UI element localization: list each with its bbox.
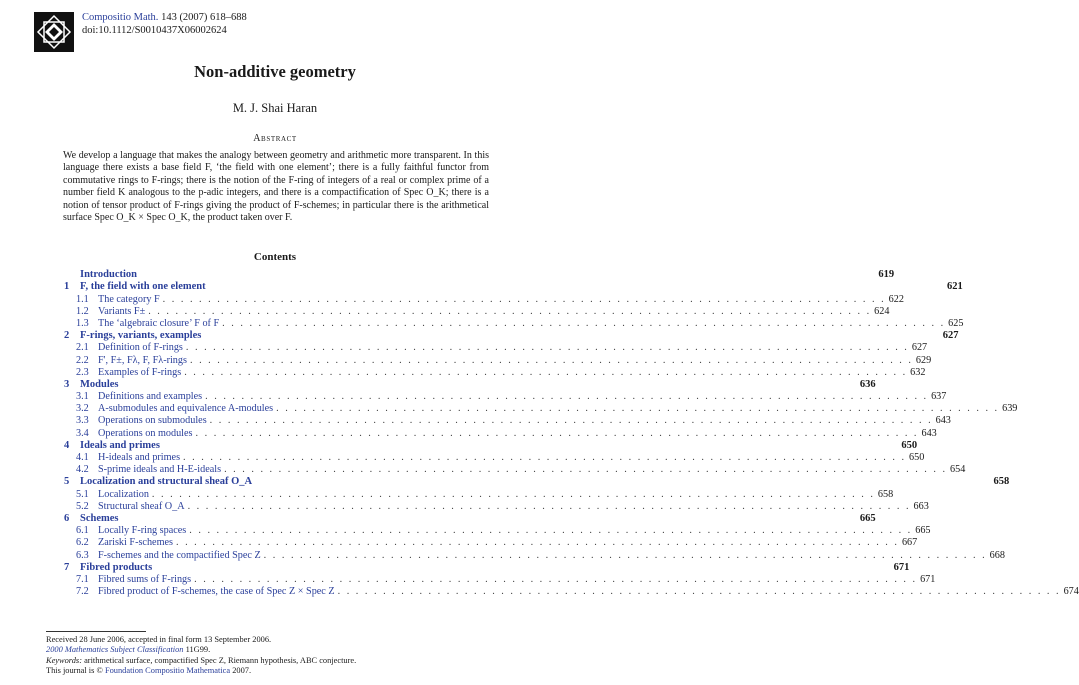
toc-label: Introduction: [80, 269, 137, 281]
toc-number: 3.4: [76, 427, 89, 439]
toc-section-link[interactable]: [64, 330, 959, 342]
toc-page-number: 650: [909, 452, 925, 463]
toc-label: The category F: [98, 293, 160, 305]
toc-leader-dots: . . . . . . . . . . . . . . . . . . . . . . . . . . . . . . . . . . . . . . . . . . . . . . . . . . . . . . . . . . . . . . . . . . . . . . . . . . . . . . . .: [162, 293, 886, 305]
toc-leader-dots: . . . . . . . . . . . . . . . . . . . . . . . . . . . . . . . . . . . . . . . . . . . . . . . . . . . . . . . . . . . . . . . . . . . . . . . . . . . . . . . .: [205, 391, 929, 403]
toc-number: 3.3: [76, 415, 89, 427]
toc-section-link[interactable]: [64, 378, 876, 391]
journal-citation: 143 (2007) 618–688: [161, 12, 247, 23]
toc-label: Fibred product of F-schemes, the case of Spec Z × Spec Z: [98, 586, 335, 598]
toc-label: F', F±, Fλ, F, Fλ-rings: [98, 354, 187, 366]
keywords-label: Keywords:: [46, 655, 82, 665]
toc-label: Ideals and primes: [80, 439, 160, 451]
copyright-line: [46, 666, 506, 676]
toc-number: 2: [64, 330, 70, 342]
toc-section-link[interactable]: [64, 269, 895, 281]
toc-leader-dots: . . . . . . . . . . . . . . . . . . . . . . . . . . . . . . . . . . . . . . . . . . . . . . . . . . . . . . . . . . . . . . . . . . . . . . . . . . . . . . . .: [276, 403, 1000, 415]
journal-name-link[interactable]: Compositio Math.: [82, 12, 159, 23]
toc-label: F-schemes and the compactified Spec Z: [98, 549, 261, 561]
toc-leader-dots: . . . . . . . . . . . . . . . . . . . . . . . . . . . . . . . . . . . . . . . . . . . . . . . . . . . . . . . . . . . . . . . . . . . . . . . . . . . . . . . .: [187, 500, 911, 512]
journal-prefix: This journal is ©: [46, 666, 103, 676]
toc-label: Localization and structural sheaf O_A: [80, 476, 253, 488]
toc-label: F-rings, variants, examples: [80, 330, 202, 342]
toc-page-number: 627: [911, 342, 928, 354]
toc-page-number: 665: [859, 512, 876, 524]
toc-leader-dots: . . . . . . . . . . . . . . . . . . . . . . . . . . . . . . . . . . . . . . . . . . . . . . . . . . . . . . . . . . . . . . . . . . . . . . . . . . . . . . . .: [222, 317, 946, 329]
toc-label: Localization: [98, 488, 149, 500]
toc-leader-dots: . . . . . . . . . . . . . . . . . . . . . . . . . . . . . . . . . . . . . . . . . . . . . . . . . . . . . . . . . . . . . . . . . . . . . . . . . . . . . . . .: [189, 525, 913, 537]
toc-subsection-link[interactable]: [64, 317, 964, 330]
toc-subsection-link[interactable]: [64, 549, 1005, 561]
toc-label: Locally F-ring spaces: [98, 525, 187, 537]
abstract-heading: Abstract: [253, 133, 297, 144]
toc-label: Fibred products: [80, 561, 153, 573]
toc-subsection-link[interactable]: [64, 464, 966, 476]
toc-page-number: 650: [901, 439, 918, 451]
toc-label: Zariski F-schemes: [98, 537, 173, 549]
toc-leader-dots: . . . . . . . . . . . . . . . . . . . . . . . . . . . . . . . . . . . . . . . . . . . . . . . . . . . . . . . . . . . . . . . . . . . . . . . . . . . . . . . .: [151, 488, 875, 500]
foundation-link[interactable]: Foundation Compositio Mathematica: [104, 666, 231, 676]
toc-number: 1.3: [76, 317, 89, 329]
toc-subsection-link[interactable]: [64, 403, 1018, 415]
toc-number: 7.2: [76, 586, 89, 598]
toc-subsection-link[interactable]: [64, 366, 926, 379]
footnote-rule: [46, 631, 146, 632]
toc-label: Structural sheaf O_A: [98, 500, 185, 512]
toc-number: 5: [64, 476, 70, 488]
toc-label: S-prime ideals and H-E-ideals: [98, 464, 222, 476]
toc-label: Definition of F-rings: [98, 342, 183, 354]
paper-author: M. J. Shai Haran: [232, 101, 318, 115]
toc-subsection-link[interactable]: [64, 500, 929, 513]
toc-page-number: 654: [950, 464, 966, 476]
msc-code: 11G99.: [185, 645, 211, 655]
contents-heading: Contents: [253, 251, 297, 263]
toc-page-number: 624: [874, 305, 890, 317]
toc-page-number: 643: [935, 415, 951, 427]
toc-number: 6.1: [76, 525, 89, 537]
msc-line: [46, 645, 506, 655]
toc-number: 5.2: [76, 500, 89, 512]
toc-page-number: 622: [888, 293, 904, 305]
compositio-logo-icon: [34, 12, 74, 52]
toc-page-number: 671: [893, 561, 910, 573]
toc-section-link[interactable]: [64, 512, 876, 525]
toc-leader-dots: . . . . . . . . . . . . . . . . . . . . . . . . . . . . . . . . . . . . . . . . . . . . . . . . . . . . . . . . . . . . . . . . . . . . . . . . . . . . . . . .: [148, 305, 872, 317]
toc-leader-dots: . . . . . . . . . . . . . . . . . . . . . . . . . . . . . . . . . . . . . . . . . . . . . . . . . . . . . . . . . . . . . . . . . . . . . . . . . . . . . . . .: [224, 464, 948, 476]
toc-page-number: 674: [1063, 586, 1079, 598]
toc-page-number: 625: [948, 317, 964, 329]
toc-leader-dots: . . . . . . . . . . . . . . . . . . . . . . . . . . . . . . . . . . . . . . . . . . . . . . . . . . . . . . . . . . . . . . . . . . . . . . . . . . . . . . . .: [183, 452, 906, 463]
toc-subsection-link[interactable]: [64, 305, 890, 318]
toc-number: 2.1: [76, 342, 89, 354]
toc-label: Examples of F-rings: [98, 366, 182, 378]
toc-subsection-link[interactable]: [64, 354, 932, 366]
toc-section-link[interactable]: [64, 561, 910, 574]
toc-subsection-link[interactable]: [64, 488, 894, 500]
toc-leader-dots: . . . . . . . . . . . . . . . . . . . . . . . . . . . . . . . . . . . . . . . . . . . . . . . . . . . . . . . . . . . . . . . . . . . . . . . . . . . . . . . .: [175, 537, 899, 549]
footnotes: [46, 631, 506, 677]
toc-label: A-submodules and equivalence A-modules: [98, 403, 274, 415]
toc-label: H-ideals and primes: [98, 452, 181, 463]
toc-section-link[interactable]: [64, 476, 1010, 488]
journal-doi: doi:10.1112/S0010437X06002624: [82, 25, 227, 36]
toc-subsection-link[interactable]: [64, 391, 947, 403]
abstract-text: We develop a language that makes the analogy between geometry and arithmetic more transparent. In this language there exists a base field F, ‘the field with one element’; there is a fully faithful functor from commutative rings to F-rings; there is the notion of the F-ring of integers of a real or complex prime of a number field K analogous to the p-adic integers, and there is a compactification of Spec O_K; there is a notion of tensor product of F-rings giving the product of F-schemes; in particular there is the arithmetical surface Spec O_K × Spec O_K, the product taken over F.: [63, 150, 489, 224]
toc-number: 4.1: [76, 452, 89, 463]
toc-number: 3: [64, 378, 70, 390]
toc-page-number: 658: [877, 488, 894, 500]
keywords-line: [46, 656, 506, 666]
journal-header: [82, 11, 247, 37]
toc-number: 2.2: [76, 354, 89, 366]
toc-page-number: 621: [946, 281, 963, 293]
toc-label: Operations on submodules: [98, 415, 207, 427]
msc-link[interactable]: 2000 Mathematics Subject Classification: [46, 645, 184, 655]
toc-page-number: 671: [920, 573, 936, 585]
toc-leader-dots: . . . . . . . . . . . . . . . . . . . . . . . . . . . . . . . . . . . . . . . . . . . . . . . . . . . . . . . . . . . . . . . . . . . . . . . . . . . . . . . .: [263, 549, 987, 561]
toc-page-number: 668: [989, 549, 1005, 561]
toc-page-number: 627: [942, 330, 959, 342]
toc-page-number: 639: [1002, 403, 1018, 415]
toc-subsection-link[interactable]: [64, 586, 1079, 598]
toc-number: 1.1: [76, 293, 89, 305]
toc-number: 6.2: [76, 537, 89, 549]
toc-subsection-link[interactable]: [64, 452, 925, 464]
toc-number: 1.2: [76, 305, 89, 317]
toc-section-link[interactable]: [64, 439, 918, 452]
toc-leader-dots: . . . . . . . . . . . . . . . . . . . . . . . . . . . . . . . . . . . . . . . . . . . . . . . . . . . . . . . . . . . . . . . . . . . . . . . . . . . . . . . .: [195, 427, 919, 439]
toc-page-number: 636: [859, 378, 876, 390]
toc-page-number: 637: [931, 391, 947, 403]
toc-label: Definitions and examples: [98, 391, 203, 403]
keywords-text: arithmetical surface, compactified Spec Z, Riemann hypothesis, ABC conjecture.: [84, 655, 357, 665]
toc-number: 4.2: [76, 464, 89, 476]
toc-subsection-link[interactable]: [64, 525, 931, 537]
toc-subsection-link[interactable]: [64, 293, 904, 305]
toc-number: 2.3: [76, 366, 89, 378]
toc-subsection-link[interactable]: [64, 415, 951, 427]
toc-subsection-link[interactable]: [64, 573, 936, 586]
paper-title: Non-additive geometry: [194, 62, 356, 81]
toc-number: 6: [64, 512, 70, 524]
toc-label: Variants F±: [98, 305, 146, 317]
toc-label: Fibred sums of F-rings: [98, 573, 192, 585]
toc-subsection-link[interactable]: [64, 537, 918, 549]
toc-page-number: 667: [901, 537, 918, 549]
toc-subsection-link[interactable]: [64, 342, 928, 354]
toc-page-number: 658: [993, 476, 1010, 488]
toc-number: 7: [64, 561, 70, 573]
received-line: Received 28 June 2006, accepted in final form 13 September 2006.: [46, 635, 272, 644]
toc-label: Modules: [80, 378, 119, 390]
toc-page-number: 632: [910, 366, 926, 378]
toc-number: 7.1: [76, 573, 89, 585]
toc-subsection-link[interactable]: [64, 427, 937, 439]
toc-leader-dots: . . . . . . . . . . . . . . . . . . . . . . . . . . . . . . . . . . . . . . . . . . . . . . . . . . . . . . . . . . . . . . . . . . . . . . . . . . . . . . . .: [337, 586, 1061, 598]
toc-page-number: 619: [878, 269, 895, 281]
toc-page-number: 629: [915, 354, 932, 366]
toc-number: 5.1: [76, 488, 89, 500]
toc-number: 3.2: [76, 403, 89, 415]
toc-page-number: 663: [913, 500, 929, 512]
toc-number: 4: [64, 439, 70, 451]
table-of-contents: [64, 269, 1079, 598]
toc-label: F, the field with one element: [80, 281, 206, 293]
toc-number: 1: [64, 281, 70, 293]
toc-leader-dots: . . . . . . . . . . . . . . . . . . . . . . . . . . . . . . . . . . . . . . . . . . . . . . . . . . . . . . . . . . . . . . . . . . . . . . . . . . . . . . . .: [185, 342, 909, 354]
toc-label: The ‘algebraic closure’ F of F: [98, 317, 220, 329]
toc-leader-dots: . . . . . . . . . . . . . . . . . . . . . . . . . . . . . . . . . . . . . . . . . . . . . . . . . . . . . . . . . . . . . . . . . . . . . . . . . . . . . . . .: [194, 573, 918, 585]
toc-number: 3.1: [76, 391, 89, 403]
toc-leader-dots: . . . . . . . . . . . . . . . . . . . . . . . . . . . . . . . . . . . . . . . . . . . . . . . . . . . . . . . . . . . . . . . . . . . . . . . . . . . . . . . .: [184, 366, 908, 378]
toc-leader-dots: . . . . . . . . . . . . . . . . . . . . . . . . . . . . . . . . . . . . . . . . . . . . . . . . . . . . . . . . . . . . . . . . . . . . . . . . . . . . . . . .: [189, 354, 913, 366]
journal-year: 2007.: [232, 666, 252, 676]
toc-section-link[interactable]: [64, 281, 963, 293]
toc-page-number: 643: [921, 427, 937, 439]
toc-number: 6.3: [76, 549, 89, 561]
toc-label: Operations on modules: [98, 427, 193, 439]
toc-page-number: 665: [915, 525, 931, 537]
toc-label: Schemes: [80, 512, 119, 524]
toc-leader-dots: . . . . . . . . . . . . . . . . . . . . . . . . . . . . . . . . . . . . . . . . . . . . . . . . . . . . . . . . . . . . . . . . . . . . . . . . . . . . . . . .: [209, 415, 933, 427]
